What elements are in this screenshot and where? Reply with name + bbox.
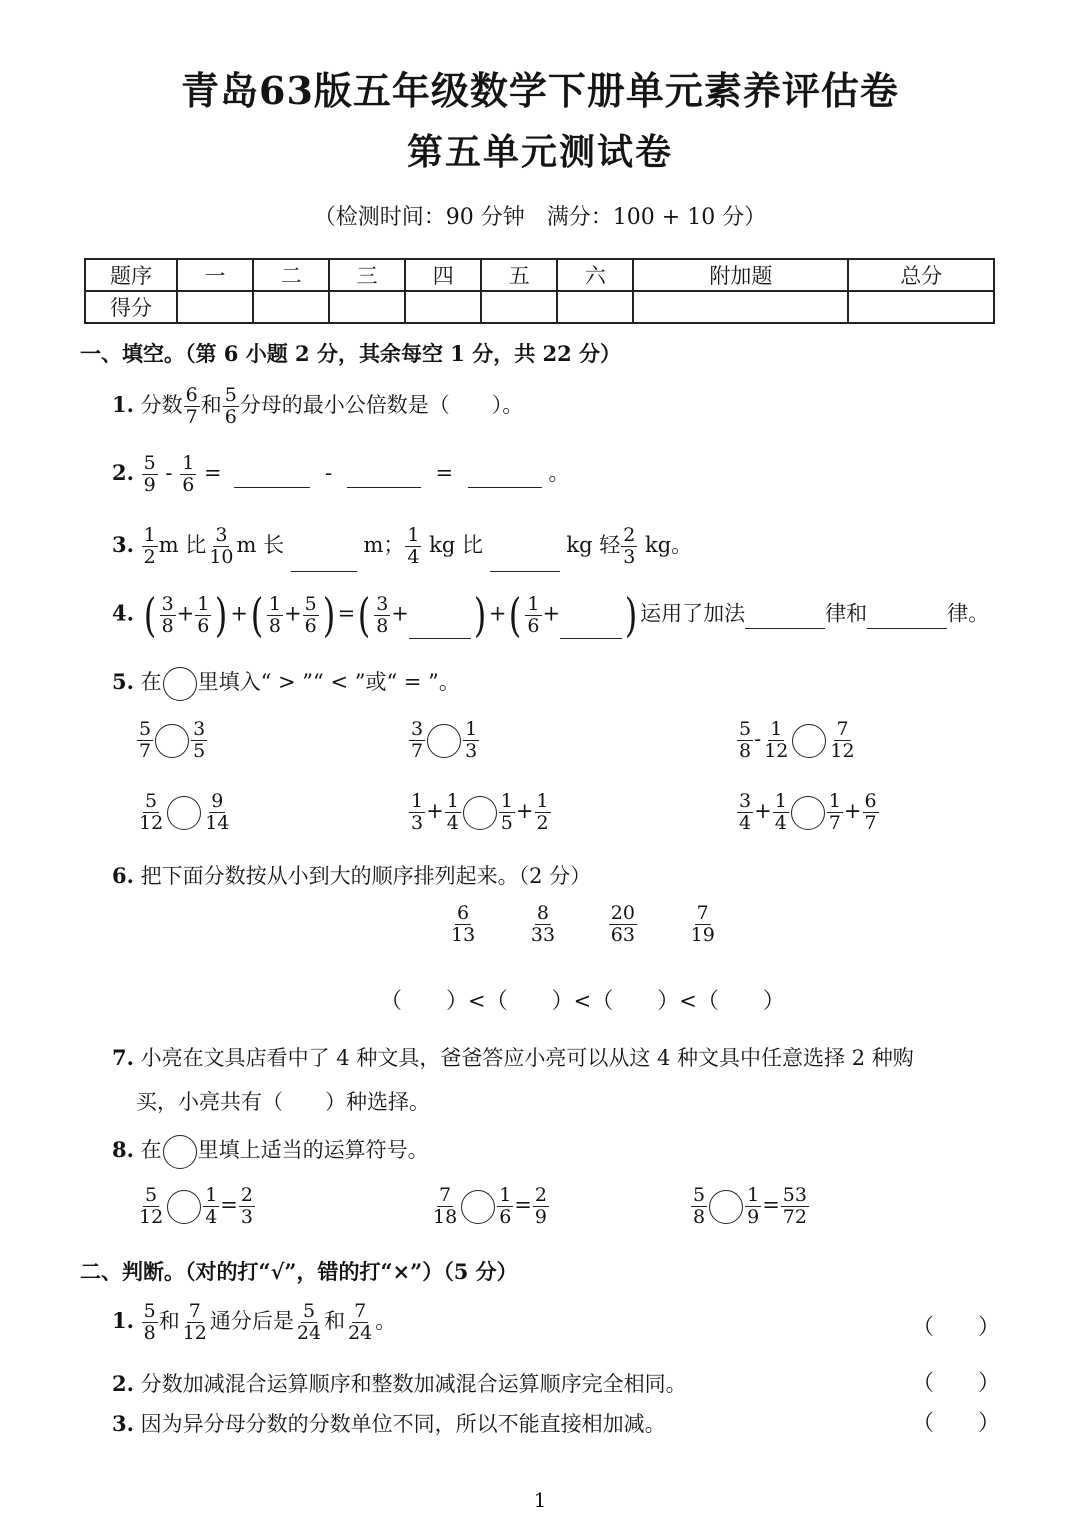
- answer-blank[interactable]: [347, 487, 421, 488]
- question-number: 6.: [112, 863, 134, 888]
- fraction: $\frac{20}{63}$: [610, 902, 635, 946]
- fraction: $\frac{2}{3}$: [240, 1184, 253, 1228]
- fraction: $\frac{3}{8}$: [376, 592, 389, 637]
- fraction: $\frac{5}{8}$: [739, 718, 752, 762]
- table-cell: 三: [329, 259, 405, 291]
- fraction: $\frac{1}{9}$: [747, 1184, 760, 1228]
- fraction: $\frac{1}{8}$: [268, 592, 281, 637]
- fraction: $\frac{2}{3}$: [623, 524, 636, 568]
- question-text: 把下面分数按从小到大的顺序排列起来。（2 分）: [140, 864, 592, 888]
- question-5: [112, 666, 460, 701]
- question-text: 和: [200, 393, 222, 417]
- less-than: <: [573, 989, 592, 1013]
- fraction: $\frac{3}{10}$: [209, 524, 234, 568]
- fraction: $\frac{1}{6}$: [197, 592, 210, 637]
- score-input-cell[interactable]: [177, 291, 253, 323]
- table-cell: 一: [177, 259, 253, 291]
- question-text: 和: [158, 1309, 180, 1333]
- table-cell: 总分: [848, 259, 994, 291]
- question-text: 律和: [825, 601, 868, 626]
- operator: +: [176, 601, 195, 626]
- score-table: [84, 258, 995, 324]
- fraction: $\frac{5}{6}$: [304, 592, 317, 637]
- fraction: $\frac{7}{18}$: [433, 1184, 458, 1228]
- score-input-cell[interactable]: [405, 291, 481, 323]
- fraction: $\frac{1}{4}$: [407, 524, 420, 568]
- question-text: 因为异分母分数的分数单位不同，所以不能直接相加减。: [140, 1412, 666, 1436]
- question-2: [112, 454, 569, 495]
- fraction: $\frac{1}{4}$: [446, 790, 459, 834]
- fraction: $\frac{1}{7}$: [828, 790, 841, 834]
- fraction: $\frac{1}{2}$: [143, 524, 156, 568]
- fraction: $\frac{6}{13}$: [451, 902, 476, 946]
- question-text: 分数: [140, 393, 183, 417]
- question-text: 。: [548, 461, 570, 485]
- paren-close: ): [322, 588, 335, 642]
- fraction: $\frac{1}{12}$: [764, 718, 789, 762]
- fraction: $\frac{3}{4}$: [739, 790, 752, 834]
- fraction: $\frac{1}{4}$: [774, 790, 787, 834]
- question-number: 4.: [112, 600, 134, 626]
- fraction: $\frac{1}{3}$: [411, 790, 424, 834]
- question-text: 小亮在文具店看中了 4 种文具，爸爸答应小亮可以从这 4 种文具中任意选择 2 种购: [140, 1046, 914, 1070]
- question-number: 8.: [112, 1137, 134, 1162]
- compare-item: $\frac{5}{8}$ - $\frac{1}{12}$ $\frac{7}{12}$: [739, 718, 855, 762]
- question-number: 3.: [112, 532, 134, 557]
- judge-answer-paren[interactable]: （ ）: [912, 1371, 1001, 1396]
- paren-open: (: [143, 588, 156, 642]
- question-text: m 长: [236, 533, 285, 557]
- answer-blank[interactable]: [468, 487, 542, 488]
- answer-blank[interactable]: [560, 638, 622, 639]
- question-number: 5.: [112, 669, 134, 694]
- exam-info: （检测时间：90 分钟 满分：100 + 10 分）: [313, 205, 767, 230]
- compare-circle[interactable]: [791, 796, 825, 830]
- fraction: $\frac{2}{9}$: [534, 1184, 547, 1228]
- paren-open: (: [250, 588, 264, 642]
- question-text: kg。: [645, 533, 693, 557]
- question-6: [112, 860, 591, 890]
- question-text: kg 轻: [566, 533, 621, 557]
- less-than: <: [468, 989, 486, 1013]
- fraction: $\frac{5}{8}$: [693, 1184, 706, 1228]
- fraction: $\frac{1}{3}$: [465, 718, 478, 762]
- unit-title: 第五单元测试卷: [406, 131, 673, 173]
- score-input-cell[interactable]: [253, 291, 329, 323]
- operator-circle-icon: [163, 1135, 197, 1169]
- fraction: $\frac{7}{24}$: [348, 1300, 373, 1344]
- score-input-cell[interactable]: [557, 291, 633, 323]
- compare-circle-icon: [163, 667, 197, 701]
- fraction: $\frac{1}{6}$: [182, 452, 195, 496]
- score-input-cell[interactable]: [329, 291, 405, 323]
- section-heading: 二、判断。（对的打“√”，错的打“×”）（5 分）: [80, 1259, 518, 1284]
- fraction: $\frac{3}{8}$: [161, 592, 174, 637]
- question-text: m 比: [158, 533, 207, 557]
- fraction: $\frac{5}{9}$: [143, 452, 156, 496]
- table-cell: 四: [405, 259, 481, 291]
- table-cell: 六: [557, 259, 633, 291]
- judge-1: [112, 1302, 396, 1343]
- fraction: $\frac{5}{6}$: [224, 384, 237, 428]
- question-text: 里填上适当的运算符号。: [197, 1138, 429, 1162]
- operator: +: [542, 601, 561, 626]
- operator: +: [283, 601, 302, 626]
- question-text: 律。: [947, 601, 990, 626]
- fraction: $\frac{1}{5}$: [500, 790, 513, 834]
- question-text: 。: [375, 1309, 397, 1333]
- answer-blank[interactable]: （ ）: [380, 989, 469, 1014]
- question-number: 2.: [112, 1371, 134, 1396]
- fraction: $\frac{6}{7}$: [185, 384, 198, 428]
- table-cell: 附加题: [633, 259, 848, 291]
- answer-blank[interactable]: [291, 571, 357, 572]
- question-text: 里填入“ > ”“ < ”或“ = ”。: [197, 670, 460, 694]
- score-table-header-row: [85, 259, 994, 291]
- compare-item: [408, 720, 480, 761]
- operator: +: [391, 601, 409, 626]
- question-text: 在: [140, 670, 162, 694]
- score-input-cell[interactable]: [481, 291, 557, 323]
- table-cell: 得分: [85, 291, 177, 323]
- question-text: m；: [363, 533, 405, 557]
- page-number: 1: [533, 1488, 547, 1512]
- fraction: $\frac{5}{24}$: [296, 1300, 322, 1344]
- operator: =: [337, 601, 356, 626]
- answer-blank[interactable]: [234, 487, 310, 488]
- fraction: $\frac{6}{7}$: [864, 790, 877, 834]
- operator: =: [203, 461, 222, 485]
- question-text: 分母的最小公倍数是（ ）。: [239, 393, 524, 417]
- question-7: [112, 1042, 914, 1072]
- ordering-blanks: [380, 984, 785, 1015]
- fraction: $\frac{8}{33}$: [530, 902, 556, 946]
- question-text: 和: [324, 1309, 346, 1333]
- less-than: <: [679, 989, 697, 1013]
- judge-answer-paren[interactable]: （ ）: [912, 1315, 1001, 1340]
- paren-close: ): [215, 588, 228, 642]
- operator: =: [435, 461, 454, 485]
- paren-close: ): [473, 588, 487, 642]
- question-number: 3.: [112, 1411, 134, 1436]
- fraction: $\frac{53}{72}$: [782, 1184, 807, 1228]
- fraction: $\frac{5}{12}$: [139, 790, 164, 834]
- fraction: $\frac{7}{19}$: [690, 902, 715, 946]
- table-cell: 五: [481, 259, 557, 291]
- compare-circle[interactable]: [427, 724, 461, 758]
- question-text: 运用了加法: [640, 601, 746, 626]
- answer-blank[interactable]: （ ）: [696, 989, 785, 1014]
- question-7-line2: 买，小亮共有（ ）种选择。: [136, 1090, 430, 1114]
- operator-circle[interactable]: [167, 1190, 201, 1224]
- score-input-cell[interactable]: [633, 291, 848, 323]
- question-1: [112, 386, 523, 427]
- question-text: kg 比: [429, 533, 484, 557]
- fraction: $\frac{1}{6}$: [527, 592, 540, 637]
- fraction: $\frac{5}{8}$: [143, 1300, 156, 1344]
- section-heading: 一、填空。（第 6 小题 2 分，其余每空 1 分，共 22 分）: [80, 341, 622, 366]
- operator: +: [488, 601, 507, 626]
- score-input-cell[interactable]: [848, 291, 994, 323]
- compare-item: $\frac{3}{4}$ + $\frac{1}{4}$ $\frac{1}{7}$ + $\frac{6}{7}$: [739, 790, 877, 834]
- answer-blank[interactable]: [490, 571, 560, 572]
- compare-circle[interactable]: [167, 796, 201, 830]
- operator-item: $\frac{7}{18}$ $\frac{1}{6}$ = $\frac{2}{9}$: [433, 1184, 547, 1228]
- judge-3: [112, 1408, 666, 1438]
- fraction: $\frac{5}{7}$: [139, 718, 152, 762]
- fraction-list: [448, 904, 718, 945]
- question-number: 7.: [112, 1045, 134, 1070]
- question-number: 1.: [112, 392, 134, 417]
- answer-blank[interactable]: （ ）: [591, 989, 680, 1014]
- question-number: 1.: [112, 1308, 134, 1333]
- operator: -: [165, 461, 173, 485]
- exam-title: 青岛63版五年级数学下册单元素养评估卷: [181, 68, 899, 113]
- question-text: 分数加减混合运算顺序和整数加减混合运算顺序完全相同。: [140, 1372, 687, 1396]
- fraction: $\frac{1}{6}$: [499, 1184, 512, 1228]
- question-text: 在: [140, 1138, 162, 1162]
- question-text: 通分后是: [209, 1309, 294, 1333]
- compare-circle[interactable]: [155, 724, 189, 758]
- operator-item: $\frac{5}{8}$ $\frac{1}{9}$ = $\frac{53}{72}$: [693, 1184, 807, 1228]
- paren-open: (: [509, 588, 522, 642]
- operator-item: $\frac{5}{12}$ $\frac{1}{4}$ = $\frac{2}{3}$: [139, 1184, 253, 1228]
- fraction: $\frac{7}{12}$: [830, 718, 855, 762]
- fraction: $\frac{9}{14}$: [205, 790, 230, 834]
- operator-circle[interactable]: [709, 1190, 743, 1224]
- paren-close: ): [624, 588, 638, 642]
- score-table-score-row: [85, 291, 994, 323]
- fraction: $\frac{1}{4}$: [205, 1184, 218, 1228]
- question-8: [112, 1134, 429, 1169]
- judge-answer-paren[interactable]: （ ）: [912, 1411, 1001, 1436]
- table-cell: 二: [253, 259, 329, 291]
- compare-circle[interactable]: [792, 724, 826, 758]
- operator-circle[interactable]: [461, 1190, 495, 1224]
- fraction: $\frac{1}{2}$: [536, 790, 549, 834]
- question-number: 2.: [112, 460, 134, 485]
- question-4: [112, 588, 990, 642]
- table-cell: 题序: [85, 259, 177, 291]
- question-3: [112, 526, 692, 572]
- answer-blank[interactable]: [745, 628, 825, 629]
- operator: +: [230, 601, 248, 626]
- fraction: $\frac{7}{12}$: [182, 1300, 207, 1344]
- fraction: $\frac{5}{12}$: [139, 1184, 164, 1228]
- fraction: $\frac{3}{5}$: [193, 718, 206, 762]
- compare-item: $\frac{1}{3}$ + $\frac{1}{4}$ $\frac{1}{5}$ + $\frac{1}{2}$: [411, 790, 549, 834]
- compare-item: [136, 792, 232, 833]
- answer-blank[interactable]: [409, 638, 471, 639]
- judge-2: [112, 1368, 687, 1398]
- answer-blank[interactable]: （ ）: [485, 989, 574, 1014]
- paren-open: (: [357, 588, 371, 642]
- compare-item: [136, 720, 208, 761]
- answer-blank[interactable]: [867, 628, 947, 629]
- fraction: $\frac{3}{7}$: [411, 718, 424, 762]
- operator: -: [324, 461, 333, 485]
- compare-circle[interactable]: [463, 796, 497, 830]
